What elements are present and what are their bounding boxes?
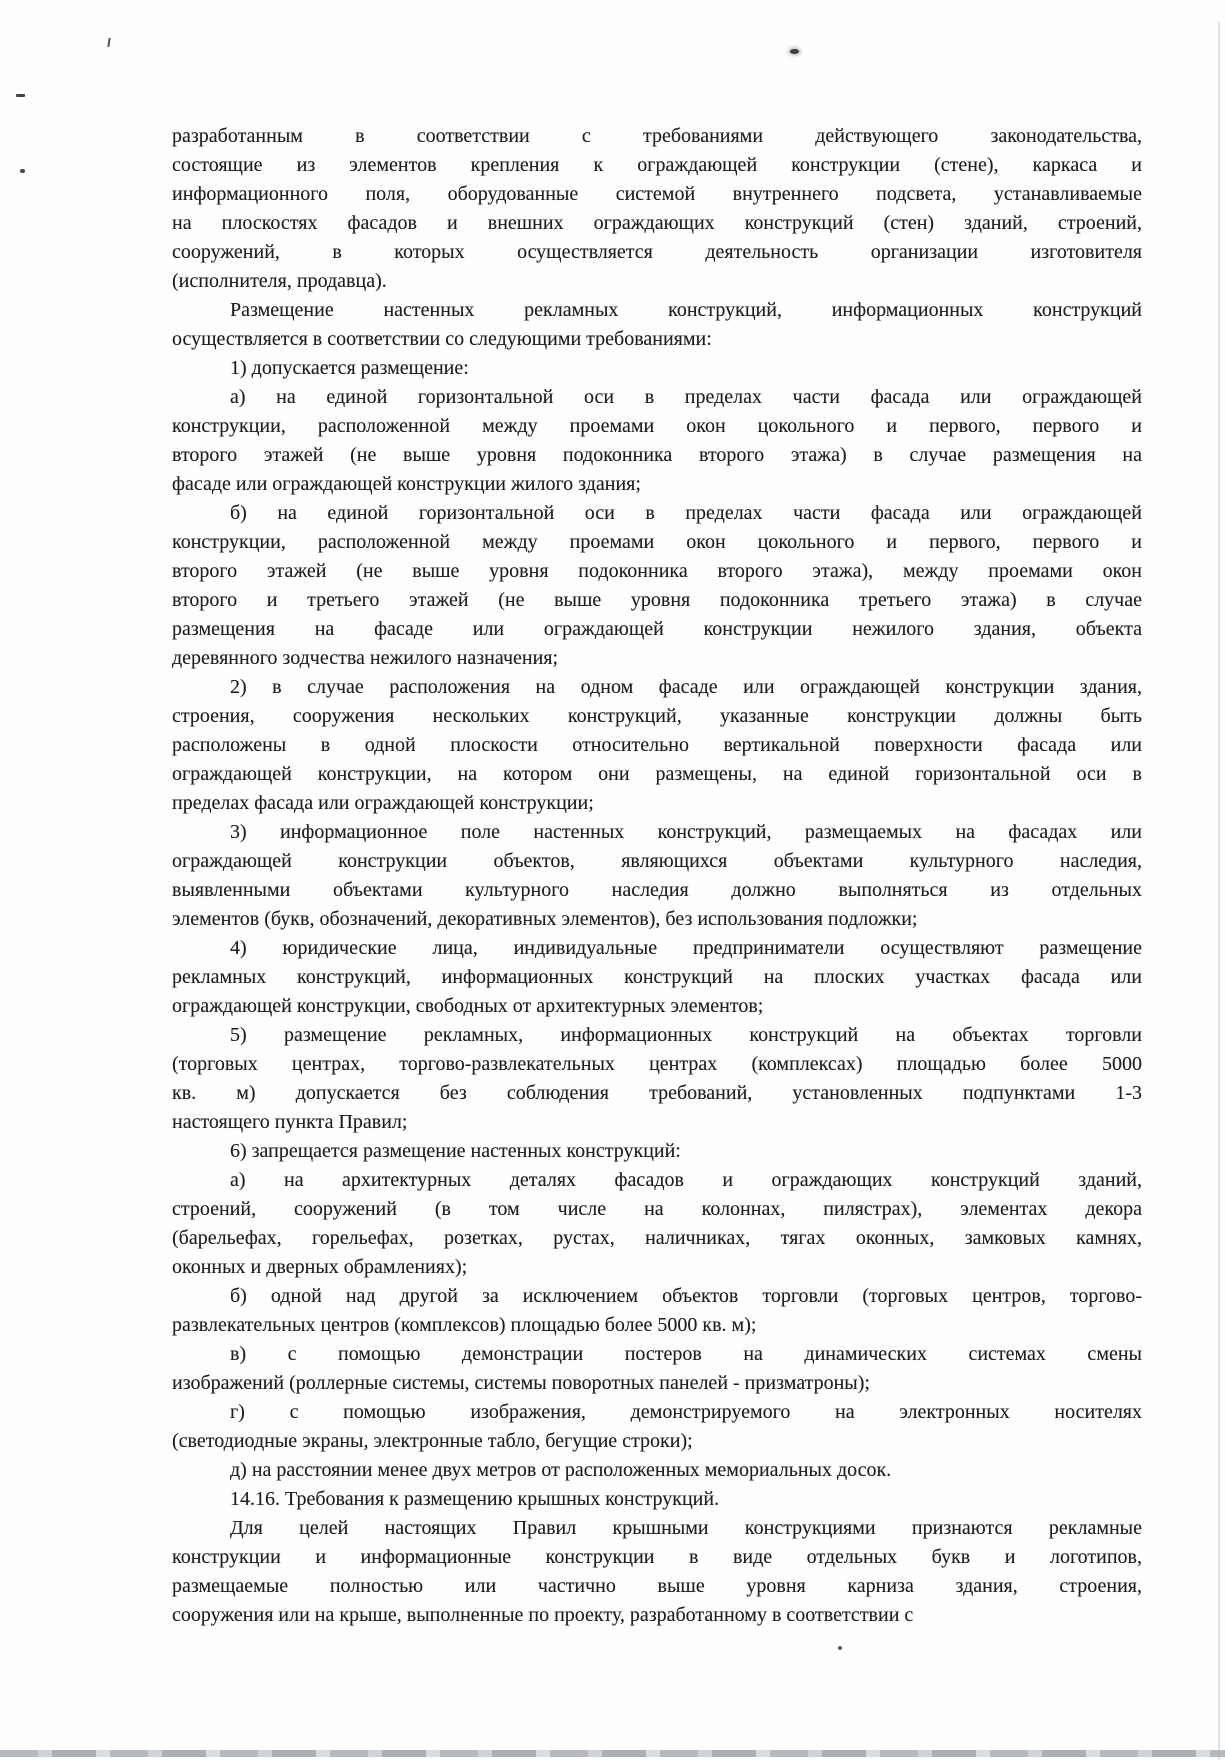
text-line: 5) размещение рекламных, информационных конструкций на объектах торговли <box>230 1024 1142 1046</box>
text-line: конструкции и информационные конструкции в виде отдельных букв и логотипов, <box>172 1546 1142 1568</box>
text-line: в) с помощью демонстрации постеров на динамических системах смены <box>230 1343 1142 1365</box>
text-line: б) на единой горизонтальной оси в пределах части фасада или ограждающей <box>230 502 1142 524</box>
bottom-scan-bar <box>0 1750 1225 1757</box>
paragraph <box>172 122 1142 296</box>
paragraph <box>172 296 1142 354</box>
scan-artifact <box>107 38 110 47</box>
text-line: сооружения или на крыше, выполненные по проекту, разработанному в соответствии с <box>172 1604 914 1626</box>
text-line: расположены в одной плоскости относительно вертикальной поверхности фасада или <box>172 734 1142 756</box>
text-line: г) с помощью изображения, демонстрируемого на электронных носителях <box>230 1401 1142 1423</box>
text-line: второго этажей (не выше уровня подоконника второго этажа), между проемами окон <box>172 560 1142 582</box>
paragraph <box>172 1340 1142 1398</box>
paragraph <box>172 673 1142 818</box>
text-line: (исполнителя, продавца). <box>172 270 387 292</box>
text-line: Размещение настенных рекламных конструкций, информационных конструкций <box>230 299 1142 321</box>
text-line: а) на единой горизонтальной оси в пределах части фасада или ограждающей <box>230 386 1142 408</box>
paragraph <box>172 354 1142 383</box>
text-line: разработанным в соответствии с требованиями действующего законодательства, <box>172 125 1142 147</box>
text-line: оконных и дверных обрамлениях); <box>172 1256 468 1278</box>
paragraph <box>172 1021 1142 1137</box>
text-line: ограждающей конструкции, на котором они размещены, на единой горизонтальной оси в <box>172 763 1142 785</box>
text-line: д) на расстоянии менее двух метров от расположенных мемориальных досок. <box>230 1459 892 1481</box>
text-line: 1) допускается размещение: <box>230 357 469 379</box>
text-line: осуществляется в соответствии со следующими требованиями: <box>172 328 712 350</box>
text-line: (барельефах, горельефах, розетках, рустах, наличниках, тягах оконных, замковых камнях, <box>172 1227 1142 1249</box>
scan-artifact <box>20 169 25 173</box>
text-line: 2) в случае расположения на одном фасаде или ограждающей конструкции здания, <box>230 676 1142 698</box>
text-line: конструкции, расположенной между проемами окон цокольного и первого, первого и <box>172 415 1142 437</box>
text-line: выявленными объектами культурного наследия должно выполняться из отдельных <box>172 879 1142 901</box>
paragraph <box>172 1514 1142 1630</box>
text-line: размещения на фасаде или ограждающей конструкции нежилого здания, объекта <box>172 618 1142 640</box>
text-line: фасаде или ограждающей конструкции жилого здания; <box>172 473 641 495</box>
text-line: рекламных конструкций, информационных конструкций на плоских участках фасада или <box>172 966 1142 988</box>
paragraph <box>172 1485 1142 1514</box>
text-line: б) одной над другой за исключением объектов торговли (торговых центров, торгово- <box>230 1285 1142 1307</box>
text-line: пределах фасада или ограждающей конструкции; <box>172 792 594 814</box>
text-line: изображений (роллерные системы, системы поворотных панелей - призматроны); <box>172 1372 870 1394</box>
text-line: ограждающей конструкции, свободных от архитектурных элементов; <box>172 995 764 1017</box>
paragraph <box>172 934 1142 1021</box>
text-line: (торговых центрах, торгово-развлекательных центрах (комплексах) площадью более 5000 <box>172 1053 1142 1075</box>
scan-artifact <box>790 49 799 54</box>
text-line: а) на архитектурных деталях фасадов и ограждающих конструкций зданий, <box>230 1169 1142 1191</box>
text-line: деревянного зодчества нежилого назначения; <box>172 647 559 669</box>
text-line: элементов (букв, обозначений, декоративных элементов), без использования подложки; <box>172 908 918 930</box>
paragraph <box>172 383 1142 499</box>
scan-artifact <box>16 94 25 97</box>
paragraph <box>172 1282 1142 1340</box>
text-line: состоящие из элементов крепления к ограждающей конструкции (стене), каркаса и <box>172 154 1142 176</box>
text-line: сооружений, в которых осуществляется деятельность организации изготовителя <box>172 241 1142 263</box>
text-line: конструкции, расположенной между проемами окон цокольного и первого, первого и <box>172 531 1142 553</box>
document-body <box>172 122 1142 1630</box>
text-line: Для целей настоящих Правил крышными конструкциями признаются рекламные <box>230 1517 1142 1539</box>
paragraph <box>172 1137 1142 1166</box>
text-line: на плоскостях фасадов и внешних ограждающих конструкций (стен) зданий, строений, <box>172 212 1142 234</box>
text-line: информационного поля, оборудованные системой внутреннего подсвета, устанавливаемые <box>172 183 1142 205</box>
text-line: развлекательных центров (комплексов) площадью более 5000 кв. м); <box>172 1314 757 1336</box>
text-line: кв. м) допускается без соблюдения требований, установленных подпунктами 1-3 <box>172 1082 1142 1104</box>
paragraph <box>172 499 1142 673</box>
paragraph <box>172 1166 1142 1282</box>
text-line: 6) запрещается размещение настенных конструкций: <box>230 1140 681 1162</box>
text-line: 14.16. Требования к размещению крышных конструкций. <box>230 1488 720 1510</box>
text-line: строения, сооружения нескольких конструкций, указанные конструкции должны быть <box>172 705 1142 727</box>
text-line: строений, сооружений (в том числе на колоннах, пилястрах), элементах декора <box>172 1198 1142 1220</box>
page-edge-line <box>1218 22 1220 1760</box>
text-line: 3) информационное поле настенных конструкций, размещаемых на фасадах или <box>230 821 1142 843</box>
text-line: 4) юридические лица, индивидуальные предприниматели осуществляют размещение <box>230 937 1142 959</box>
paragraph <box>172 1398 1142 1456</box>
text-line: второго этажей (не выше уровня подоконника второго этажа) в случае размещения на <box>172 444 1142 466</box>
text-line: (светодиодные экраны, электронные табло, бегущие строки); <box>172 1430 693 1452</box>
text-line: второго и третьего этажей (не выше уровня подоконника третьего этажа) в случае <box>172 589 1142 611</box>
text-line: размещаемые полностью или частично выше уровня карниза здания, строения, <box>172 1575 1142 1597</box>
text-line: ограждающей конструкции объектов, являющихся объектами культурного наследия, <box>172 850 1142 872</box>
paragraph <box>172 1456 1142 1485</box>
scan-artifact <box>838 1646 842 1650</box>
paragraph <box>172 818 1142 934</box>
text-line: настоящего пункта Правил; <box>172 1111 408 1133</box>
